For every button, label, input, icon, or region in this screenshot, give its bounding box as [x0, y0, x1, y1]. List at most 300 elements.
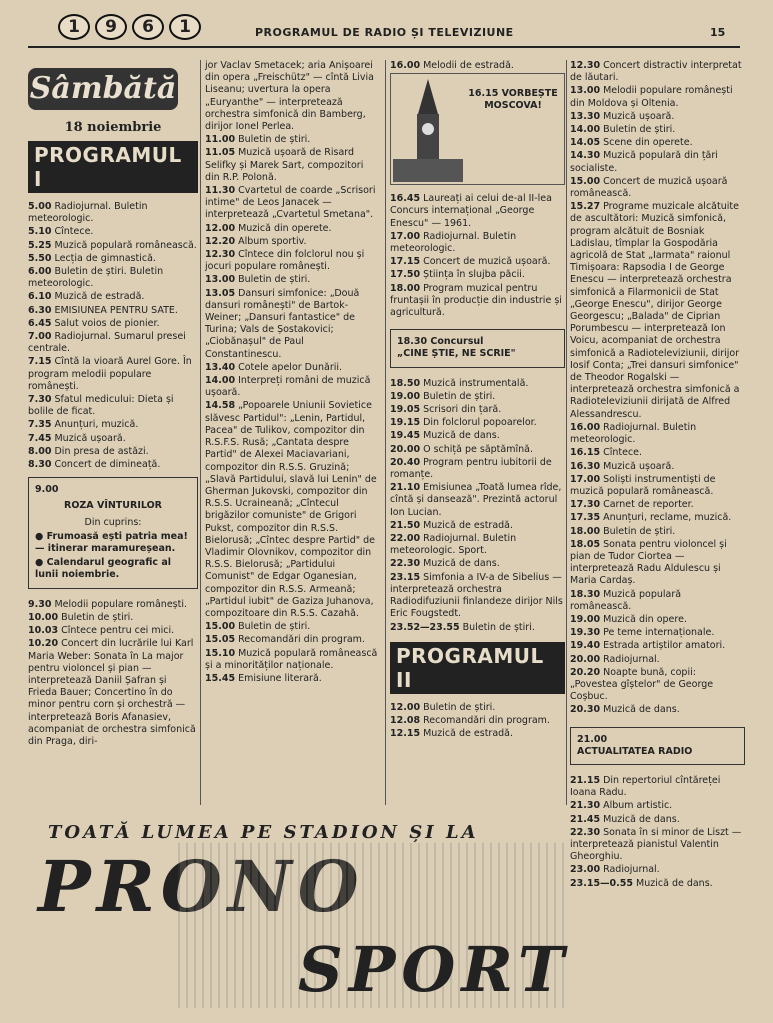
- schedule-text: Sonata pentru violoncel și pian de Tudor Ciortea — interpretează Radu Aldulescu și Maria Cardaș.: [570, 538, 727, 587]
- schedule-text: Radiojurnal.: [603, 864, 660, 876]
- schedule-time: 18.30: [570, 588, 601, 600]
- schedule-time: 23.15—0.55: [570, 877, 633, 889]
- schedule-time: 20.40: [390, 456, 421, 468]
- program-banner: PROGRAMUL I: [28, 141, 198, 193]
- schedule-time: 13.00: [205, 274, 236, 286]
- schedule-time: 21.15: [570, 774, 601, 786]
- schedule-time: 7.45: [28, 432, 52, 444]
- schedule-item: [390, 702, 565, 714]
- column-divider: [566, 60, 567, 805]
- schedule-time: 15.45: [205, 672, 236, 684]
- schedule-text: Muzică de dans.: [603, 704, 680, 716]
- schedule-text: Muzică de dans.: [603, 813, 680, 825]
- schedule-text: Buletin de știri. Buletin meteorologic.: [28, 266, 164, 290]
- schedule-text: Radiojurnal. Sumarul presei centrale.: [28, 331, 186, 355]
- schedule-text: Muzică de estradă.: [423, 728, 514, 740]
- schedule-item: [570, 60, 745, 84]
- schedule-time: 14.58: [205, 400, 236, 412]
- year-digit: 1: [169, 14, 201, 40]
- ad-brand-sport: SPORT: [298, 933, 570, 1006]
- schedule-time: 13.40: [205, 361, 236, 373]
- schedule-item: [28, 599, 198, 611]
- schedule-item: [570, 176, 745, 200]
- schedule-time: 19.00: [390, 390, 421, 402]
- schedule-text: Muzică populară românească și a minorităților naționale.: [205, 647, 378, 671]
- schedule-item: [205, 375, 380, 399]
- schedule-time: 21.50: [390, 519, 421, 531]
- schedule-text: Buletin de știri.: [423, 390, 496, 402]
- schedule-text: Buletin de știri.: [603, 124, 676, 136]
- schedule-text: Muzică de dans.: [423, 558, 500, 570]
- schedule-text: Muzică de dans.: [423, 430, 500, 442]
- schedule-text: Muzică ușoară.: [54, 432, 126, 444]
- schedule-text: Radiojurnal.: [603, 653, 660, 665]
- schedule-item: [570, 654, 745, 666]
- schedule-time: 11.30: [205, 185, 236, 197]
- schedule-text: Cotele apelor Dunării.: [238, 361, 343, 373]
- schedule-item: [28, 356, 198, 393]
- schedule-item: [28, 625, 198, 637]
- schedule-item: [390, 60, 565, 72]
- schedule-text: Lecția de gimnastică.: [54, 252, 156, 264]
- schedule-text: Simfonia a IV-a de Sibelius — interpretează orchestra Radiodifuziunii finlandeze dirijor Nils Eric Fougstedt.: [390, 571, 563, 620]
- schedule-text: Program muzical pentru fruntașii în producție din industrie și agricultură.: [390, 282, 562, 319]
- schedule-text: Noapte bună, copii: „Povestea gîștelor" de George Coșbuc.: [570, 666, 714, 703]
- schedule-item: [205, 147, 380, 184]
- schedule-item: [28, 253, 198, 265]
- year-digit: 1: [58, 14, 90, 40]
- roza-title: ROZA VÎNTURILOR: [64, 500, 162, 512]
- schedule-time: 10.00: [28, 611, 59, 623]
- schedule-item: [28, 201, 198, 225]
- schedule-text: Emisiunea „Toată lumea rîde, cîntă și dansează". Prezintă actorul Ion Lucian.: [390, 482, 562, 518]
- schedule-time: 12.00: [205, 222, 236, 234]
- schedule-time: 19.05: [390, 404, 421, 416]
- schedule-item: [205, 236, 380, 248]
- schedule-text: jor Vaclav Smetacek; aria Anișoarei din opera „Freischütz" — cîntă Livia Liseanu; uvertura la opera „Euryanthe" — interpretează orchestra simfonică din Bamberg, dirijor Ionel Perlea.: [205, 60, 374, 133]
- schedule-time: 17.30: [570, 499, 601, 511]
- schedule-time: 14.05: [570, 137, 601, 149]
- schedule-item: [390, 430, 565, 442]
- schedule-item: [205, 621, 380, 633]
- schedule-text: Soliști instrumentiști de muzică populară românească.: [570, 473, 716, 497]
- schedule-text: Sfatul medicului: Dieta și bolile de ficat.: [28, 394, 174, 418]
- concurs-box: 18.30 Concursul „CINE ȘTIE, NE SCRIE": [390, 329, 565, 367]
- schedule-time: 20.00: [570, 653, 601, 665]
- schedule-item: [28, 433, 198, 445]
- schedule-item: [205, 185, 380, 222]
- schedule-time: 10.03: [28, 625, 59, 637]
- schedule-time: 19.00: [570, 613, 601, 625]
- year-digit: 6: [132, 14, 164, 40]
- schedule-list: [390, 378, 565, 634]
- schedule-text: Radiojurnal. Buletin meteorologic. Sport.: [390, 533, 517, 557]
- schedule-text: Buletin de știri.: [238, 274, 311, 286]
- schedule-list: [570, 775, 745, 890]
- column-3: [390, 60, 565, 741]
- schedule-item: [390, 558, 565, 570]
- schedule-time: 15.10: [205, 647, 236, 659]
- schedule-item: [28, 446, 198, 458]
- schedule-time: 19.15: [390, 417, 421, 429]
- schedule-text: Știința în slujba păcii.: [423, 269, 525, 281]
- schedule-time: 16.30: [570, 460, 601, 472]
- schedule-item: [570, 137, 745, 149]
- schedule-text: Emisiune literară.: [238, 672, 322, 684]
- schedule-item: [28, 291, 198, 303]
- schedule-item: [570, 800, 745, 812]
- schedule-item: [205, 249, 380, 273]
- schedule-text: Din repertoriul cîntăreței Ioana Radu.: [570, 774, 721, 799]
- schedule-time: 12.00: [390, 701, 421, 713]
- schedule-time: 21.30: [570, 800, 601, 812]
- schedule-time: 14.00: [570, 124, 601, 136]
- schedule-text: Muzică populară românească.: [54, 239, 197, 251]
- column-2: [205, 60, 380, 686]
- schedule-item: [390, 256, 565, 268]
- schedule-time: 16.00: [570, 421, 601, 433]
- schedule-item: [390, 715, 565, 727]
- schedule-time: 13.30: [570, 110, 601, 122]
- schedule-time: 17.00: [570, 473, 601, 485]
- schedule-text: EMISIUNEA PENTRU SATE.: [54, 304, 178, 316]
- schedule-time: 11.05: [205, 147, 236, 159]
- schedule-item: [390, 404, 565, 416]
- roza-intro: Din cuprins:: [84, 516, 142, 528]
- schedule-text: O schiță pe săptămînă.: [423, 443, 533, 455]
- date: 18 noiembrie: [64, 120, 162, 135]
- schedule-text: Cîntece.: [603, 447, 643, 459]
- schedule-time: 12.30: [570, 60, 601, 71]
- pronosport-ad: [28, 808, 568, 1013]
- schedule-time: 22.30: [570, 826, 601, 838]
- schedule-text: Carnet de reporter.: [603, 499, 694, 511]
- year-digit: 9: [95, 14, 127, 40]
- schedule-text: Muzică de estradă.: [423, 519, 514, 531]
- schedule-item: [570, 85, 745, 109]
- schedule-item: [205, 362, 380, 374]
- schedule-time: 18.05: [570, 538, 601, 550]
- column-divider: [385, 60, 386, 805]
- page-number: 15: [710, 26, 726, 39]
- schedule-item: [390, 193, 565, 230]
- schedule-text: Buletin de știri.: [423, 701, 496, 713]
- schedule-time: 20.20: [570, 666, 601, 678]
- schedule-time: 15.00: [205, 621, 236, 633]
- schedule-text: Scrisori din țară.: [423, 404, 502, 416]
- column-1: [28, 60, 198, 749]
- schedule-item: [205, 223, 380, 235]
- schedule-item: [28, 394, 198, 418]
- schedule-time: 23.00: [570, 864, 601, 876]
- schedule-text: Buletin de știri.: [603, 525, 676, 537]
- schedule-item: [570, 640, 745, 652]
- schedule-text: Estrada artiștilor amatori.: [603, 640, 726, 652]
- schedule-time: 11.00: [205, 134, 236, 146]
- schedule-item: [390, 444, 565, 456]
- schedule-time: 17.35: [570, 512, 601, 524]
- schedule-text: Concert de muzică ușoară.: [423, 256, 551, 268]
- schedule-time: 19.30: [570, 627, 601, 639]
- schedule-text: Radiojurnal. Buletin meteorologic.: [390, 230, 517, 255]
- schedule-item: [570, 667, 745, 704]
- schedule-time: 12.08: [390, 714, 421, 726]
- schedule-text: Recomandări din program.: [238, 634, 365, 646]
- ad-brand-prono: PRONO: [38, 845, 365, 928]
- schedule-item: [205, 288, 380, 361]
- schedule-time: 17.50: [390, 269, 421, 281]
- schedule-text: Muzică populară din țări socialiste.: [570, 150, 718, 174]
- schedule-item: [570, 447, 745, 459]
- schedule-time: 6.00: [28, 266, 52, 278]
- schedule-time: 5.10: [28, 226, 52, 238]
- schedule-item: [205, 648, 380, 672]
- schedule-time: 16.15: [570, 447, 601, 459]
- schedule-text: Anunțuri, muzică.: [54, 419, 139, 431]
- schedule-time: 7.15: [28, 356, 52, 368]
- schedule-time: 19.45: [390, 430, 421, 442]
- schedule-time: 6.30: [28, 304, 52, 316]
- schedule-item: [570, 474, 745, 498]
- schedule-time: 15.05: [205, 634, 236, 646]
- schedule-text: Melodii populare românești.: [54, 598, 188, 610]
- schedule-text: Cîntece.: [54, 226, 94, 238]
- schedule-text: Programe muzicale alcătuite de ascultători: Muzică simfonică, program alcătuit de Bosniak Ladislau, tîmplar la Gospodăria agricolă de Stat „Iarmata" raionul Timișoara: Rapsodia I de George Enescu — interpretează orchestra simfonică a Filarmonicii de Stat „George Enescu", dirijor George Georgescu; „Balada" de Ciprian Porumbescu — interpretează Ion Voicu, acompaniat de orchestra simfonică a Radioteleviziunii, dirijor Iosif Conta; „Trei dansuri simfonice" de Theodor Rogalski — interpretează orchestra simfonică a Radioteleviziunii dirijată de Alfred Alessandrescu.: [570, 201, 740, 420]
- schedule-time: 18.50: [390, 377, 421, 389]
- header-title: PROGRAMUL DE RADIO ȘI TELEVIZIUNE: [255, 26, 514, 39]
- schedule-time: 17.00: [390, 230, 421, 242]
- schedule-item: [390, 269, 565, 281]
- schedule-text: Concert de muzică ușoară românească.: [570, 175, 728, 200]
- schedule-time: 5.00: [28, 201, 52, 212]
- schedule-text: Sonata în si minor de Liszt — interpretează pianistul Valentin Gheorghiu.: [570, 826, 742, 863]
- schedule-text: Pe teme internaționale.: [603, 627, 715, 639]
- schedule-item: [205, 634, 380, 646]
- schedule-item: [570, 526, 745, 538]
- schedule-time: 22.00: [390, 533, 421, 545]
- schedule-time: 8.00: [28, 445, 52, 457]
- schedule-text: Muzică ușoară.: [603, 110, 675, 122]
- schedule-item: [390, 572, 565, 621]
- schedule-time: 16.00: [390, 60, 421, 71]
- roza-bullet: ● Calendarul geografic al lunii noiembrie.: [35, 557, 171, 581]
- schedule-list: [390, 60, 565, 72]
- schedule-time: 18.00: [390, 282, 421, 294]
- schedule-text: Din presa de astăzi.: [54, 445, 149, 457]
- column-divider: [200, 60, 201, 805]
- schedule-text: Buletin de știri.: [238, 621, 311, 633]
- schedule-text: Interpreți români de muzică ușoară.: [205, 375, 371, 399]
- schedule-item: [28, 318, 198, 330]
- schedule-text: Buletin de știri.: [462, 621, 535, 633]
- schedule-item: [390, 533, 565, 557]
- schedule-list: [570, 60, 745, 717]
- schedule-text: Album artistic.: [603, 800, 673, 812]
- actualitatea-box: 21.00 ACTUALITATEA RADIO: [570, 727, 745, 765]
- schedule-time: 7.30: [28, 394, 52, 406]
- schedule-text: Cîntece din folclorul nou și jocuri populare românești.: [205, 249, 365, 273]
- schedule-item: [28, 240, 198, 252]
- schedule-text: Melodii populare românești din Moldova și Oltenia.: [570, 85, 733, 109]
- header-rule: [28, 46, 740, 48]
- schedule-time: 10.20: [28, 638, 59, 650]
- schedule-time: 12.30: [205, 249, 236, 261]
- schedule-item: [570, 124, 745, 136]
- schedule-time: 13.05: [205, 287, 236, 299]
- schedule-time: 12.15: [390, 728, 421, 740]
- schedule-item: [28, 612, 198, 624]
- schedule-time: 14.30: [570, 150, 601, 162]
- schedule-item: [570, 201, 745, 421]
- schedule-item: [205, 673, 380, 685]
- schedule-item: [390, 482, 565, 519]
- schedule-time: 18.00: [570, 525, 601, 537]
- schedule-list: [390, 193, 565, 319]
- schedule-item: [390, 622, 565, 634]
- schedule-item: [28, 419, 198, 431]
- schedule-item: [570, 512, 745, 524]
- schedule-text: Muzică ușoară de Risard Selifky și Marek Sart, compozitori din R.P. Polonă.: [205, 147, 364, 183]
- schedule-text: Muzică populară românească.: [570, 588, 682, 612]
- schedule-text: Cîntă la vioară Aurel Gore. În program melodii populare românești.: [28, 356, 192, 392]
- schedule-text: Muzică instrumentală.: [423, 377, 529, 389]
- schedule-item: [28, 226, 198, 238]
- schedule-item: [570, 704, 745, 716]
- schedule-text: Cîntece pentru cei mici.: [61, 625, 175, 637]
- schedule-item: [570, 627, 745, 639]
- schedule-time: 8.30: [28, 459, 52, 471]
- schedule-item: [570, 461, 745, 473]
- schedule-time: 21.45: [570, 813, 601, 825]
- schedule-item: [570, 499, 745, 511]
- schedule-text: Concert de dimineață.: [54, 459, 161, 471]
- schedule-text: Anunțuri, reclame, muzică.: [603, 512, 732, 524]
- schedule-time: 12.20: [205, 235, 236, 247]
- schedule-time: 20.30: [570, 704, 601, 716]
- schedule-time: 6.10: [28, 291, 52, 303]
- schedule-text: Concert din lucrările lui Karl Maria Weber: Sonata în La major pentru violoncel și pian — interpretează Daniil Șafran și Frieda Bauer; Concertino în do minor pentru corn și orchestră — interpretează Boris Afanasiev, acompaniat de orchestra simfonică din Praga, diri-: [28, 638, 196, 747]
- schedule-item: [570, 150, 745, 174]
- schedule-item: [570, 775, 745, 799]
- schedule-text: Din folclorul popoarelor.: [423, 417, 537, 429]
- schedule-text: Concert distractiv interpretat de lăutari.: [570, 60, 742, 84]
- schedule-text: Buletin de știri.: [61, 611, 134, 623]
- schedule-text: Muzică din opere.: [603, 613, 687, 625]
- schedule-time: 23.15: [390, 571, 421, 583]
- schedule-list: [28, 599, 198, 748]
- schedule-item: [205, 274, 380, 286]
- roza-box: [28, 477, 198, 588]
- schedule-item: [570, 864, 745, 876]
- day-title: Sâmbătă: [28, 68, 178, 110]
- schedule-text: Muzică ușoară.: [603, 460, 675, 472]
- schedule-item: [28, 331, 198, 355]
- schedule-item: [28, 305, 198, 317]
- schedule-time: 15.27: [570, 201, 601, 213]
- schedule-item: [205, 134, 380, 146]
- schedule-list: [28, 201, 198, 471]
- schedule-item: [390, 417, 565, 429]
- schedule-item: [570, 827, 745, 864]
- schedule-item: [390, 231, 565, 255]
- schedule-text: Cvartetul de coarde „Scrisori intime" de Leos Janacek — interpretează „Cvartetul Smetana".: [205, 185, 376, 221]
- schedule-time: 20.00: [390, 443, 421, 455]
- column-4: [570, 60, 745, 891]
- schedule-item: [570, 111, 745, 123]
- schedule-text: Melodii de estradă.: [423, 60, 514, 71]
- kremlin-tower-icon: [393, 74, 463, 182]
- schedule-item: [570, 589, 745, 613]
- program-banner: PROGRAMUL II: [390, 642, 565, 694]
- schedule-item: [390, 520, 565, 532]
- schedule-text: Recomandări din program.: [423, 714, 550, 726]
- schedule-text: Laureați ai celui de-al II-lea Concurs internațional „George Enescu" — 1961.: [390, 193, 552, 229]
- schedule-item: [390, 728, 565, 740]
- schedule-time: 9.30: [28, 598, 52, 610]
- schedule-item: [570, 422, 745, 446]
- schedule-text: Dansuri simfonice: „Două dansuri românești" de Bartok-Weiner; „Dansuri fantastice" de Turina; Vals de Șostakovici; „Ciobănașul" de Paul Constantinescu.: [205, 287, 360, 360]
- schedule-text: „Popoarele Uniunii Sovietice slăvesc Partidul": „Lenin, Partidul, Pacea" de Tulikov, compozitor din R.S.F.S. Rusă; „Cantata despre Partid" de Alexei Maciavariani, compozitor din R.S.S. Gruzină; „Slavă Partidului, slavă lui Lenin" de Gherman Jukovski, compozitor din R.S.S. Ucraineană; „Cîntecul brigăzilor comuniste" de Grigori Pukst, compozitor din R.S.S. Bielorusă; „Cîntec despre Partid" de Vladimir Olovnikov, compozitor din R.S.S. Bielorusă; „Partidului Comunist" de Edgar Oganesian, compozitor din R.S.S. Armeană; „Partidul iubit" de Gaziza Juhanova, compozitoare din R.S.S. Cazahă.: [205, 400, 377, 619]
- schedule-item: [28, 266, 198, 290]
- schedule-text: Muzică de dans.: [636, 877, 713, 889]
- schedule-item: [570, 814, 745, 826]
- moscova-box: [390, 73, 565, 185]
- schedule-time: 7.35: [28, 419, 52, 431]
- schedule-time: 21.10: [390, 482, 421, 494]
- page-header: [0, 0, 773, 48]
- schedule-item: [205, 60, 380, 133]
- schedule-time: 15.00: [570, 175, 601, 187]
- schedule-time: 14.00: [205, 375, 236, 387]
- schedule-time: 19.40: [570, 640, 601, 652]
- schedule-item: [570, 878, 745, 890]
- schedule-text: Radiojurnal. Buletin meteorologic.: [28, 201, 148, 225]
- schedule-time: 22.30: [390, 558, 421, 570]
- schedule-text: Muzică de estradă.: [54, 291, 145, 303]
- schedule-item: [390, 378, 565, 390]
- schedule-time: 5.50: [28, 252, 52, 264]
- schedule-text: Salut voios de pionier.: [54, 317, 160, 329]
- schedule-list: [205, 60, 380, 685]
- roza-time: 9.00: [35, 484, 59, 496]
- schedule-item: [28, 459, 198, 471]
- ad-slogan: TOATĂ LUMEA PE STADION ȘI LA: [48, 822, 479, 843]
- schedule-text: Program pentru iubitorii de romanțe.: [390, 456, 552, 481]
- schedule-item: [570, 614, 745, 626]
- schedule-time: 6.45: [28, 317, 52, 329]
- schedule-time: 13.00: [570, 85, 601, 97]
- schedule-time: 17.15: [390, 256, 421, 268]
- schedule-item: [570, 539, 745, 588]
- schedule-time: 7.00: [28, 331, 52, 343]
- schedule-list: [390, 702, 565, 741]
- schedule-item: [205, 400, 380, 620]
- roza-bullet: ● Frumoasă ești patria mea! — itinerar maramureșean.: [35, 530, 188, 555]
- schedule-text: Album sportiv.: [238, 235, 307, 247]
- schedule-text: Muzică din operete.: [238, 222, 332, 234]
- schedule-time: 5.25: [28, 239, 52, 251]
- schedule-item: [390, 457, 565, 481]
- schedule-item: [390, 391, 565, 403]
- moscova-label: 16.15 VORBEȘTE MOSCOVA!: [468, 88, 558, 112]
- schedule-text: Buletin de știri.: [238, 134, 311, 146]
- schedule-text: Scene din operete.: [603, 137, 693, 149]
- schedule-item: [28, 638, 198, 748]
- schedule-item: [390, 283, 565, 320]
- schedule-time: 16.45: [390, 193, 421, 205]
- schedule-time: 23.52—23.55: [390, 621, 460, 633]
- schedule-text: Radiojurnal. Buletin meteorologic.: [570, 421, 697, 446]
